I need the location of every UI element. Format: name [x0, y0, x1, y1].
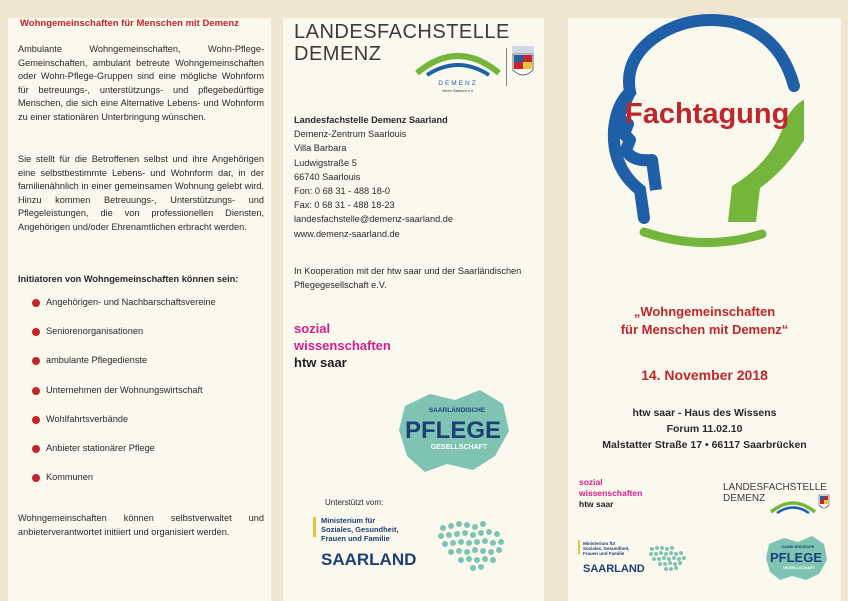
- saarland-coat-of-arms-icon: [512, 46, 534, 82]
- venue-line: Forum 11.02.10: [666, 423, 743, 435]
- middle-panel: [283, 18, 544, 601]
- event-title: Fachtagung: [625, 98, 790, 130]
- list-item-label: Unternehmen der Wohnungswirtschaft: [46, 384, 203, 395]
- intro-paragraph: Ambulante Wohngemeinschaften, Wohn-Pflege-Gemeinschaften, ambulant betreute Wohngemeinschaften oder Wohn-Pflege-Gruppen sind eine mögliche Wohnform für betreuungs-, unterstützungs- und pflegebedürftige Menschen, die sich eine Alternative Lebens- und Wohnform zu einer stationären Unterbringung wünschen.: [18, 44, 264, 122]
- htw-logo-line3: htw saar: [579, 499, 614, 509]
- pflegegesellschaft-logo-icon: [395, 386, 515, 476]
- htw-logo-line3: htw saar: [294, 355, 347, 370]
- initiators-list: [26, 297, 266, 501]
- saarland-wordmark: SAARLAND: [583, 563, 645, 575]
- bullet-icon: [32, 474, 40, 482]
- ministry-line-1: Ministerium für: [583, 541, 616, 546]
- ministry-line-2: Soziales, Gesundheit,: [321, 525, 399, 534]
- saarland-map-icon: [433, 516, 513, 576]
- demenz-logo-icon: [413, 45, 503, 95]
- venue-line: htw saar - Haus des Wissens: [632, 407, 777, 419]
- ministry-line-1: Ministerium für: [321, 516, 376, 525]
- right-panel: [568, 18, 841, 601]
- phone-number: Fon: 0 68 31 - 488 18-0: [294, 186, 391, 197]
- address-line: Villa Barbara: [294, 143, 347, 154]
- list-item: [26, 443, 266, 472]
- description-paragraph: Sie stellt für die Betroffenen selbst und ihre Angehörigen eine selbstbestimmte Lebens- und Wohnform dar, in der familienähnlich in einer gemeinsamen Wohnung gelebt wird. Hinzu kommen Betreuungs-, Unterstützungs- und Pflegeleistungen, die von professionellen Diensten, Angehörigen und/oder Ehrenamtlichen erbracht werden.: [18, 154, 264, 232]
- cooperation-text: In Kooperation mit der htw saar und der Saarländischen Pflegegesellschaft e.V.: [294, 266, 522, 291]
- venue-line: Malstatter Straße 17 • 66117 Saarbrücken: [602, 439, 807, 451]
- event-subtitle-line1: „Wohngemeinschaften: [633, 304, 776, 319]
- logo-line-2: DEMENZ: [294, 43, 382, 65]
- address-block: [294, 113, 453, 241]
- demenz-logo-small-icon: [768, 496, 818, 516]
- initiators-heading: Initiatoren von Wohngemeinschaften können sein:: [18, 274, 239, 284]
- bullet-icon: [32, 357, 40, 365]
- logo-divider: [506, 48, 507, 86]
- supported-by-label: Unterstützt vom:: [325, 498, 384, 507]
- bullet-icon: [32, 328, 40, 336]
- htw-logo-line1: sozial: [579, 477, 603, 487]
- logo-line-1: LANDESFACHSTELLE: [723, 482, 827, 493]
- list-item-label: Kommunen: [46, 472, 93, 483]
- logo-demenz-small: DEMENZ: [438, 80, 478, 87]
- pflegegesellschaft-logo-small-icon: [764, 534, 830, 582]
- head-hand-logo-icon: [584, 0, 804, 280]
- event-subtitle: [568, 303, 841, 339]
- ministry-logo-icon: [313, 513, 453, 573]
- address-line: 66740 Saarlouis: [294, 171, 361, 182]
- list-item-label: Seniorenorganisationen: [46, 326, 144, 337]
- left-panel: [8, 18, 271, 601]
- list-item: [26, 355, 266, 384]
- htw-logo-line1: sozial: [294, 321, 331, 336]
- pflege-bottom-text: GESELLSCHAFT: [782, 565, 816, 570]
- saarland-wordmark: SAARLAND: [321, 550, 417, 569]
- bullet-icon: [32, 299, 40, 307]
- event-date: 14. November 2018: [641, 367, 768, 383]
- saarland-coat-small-icon: [818, 493, 830, 513]
- saarland-map-small-icon: [646, 543, 691, 578]
- address-line: Ludwigstraße 5: [294, 157, 357, 168]
- list-item: [26, 472, 266, 501]
- website-link[interactable]: www.demenz-saarland.de: [294, 228, 400, 239]
- email-link[interactable]: landesfachstelle@demenz-saarland.de: [294, 214, 453, 225]
- list-item: [26, 385, 266, 414]
- list-item-label: Anbieter stationärer Pflege: [46, 442, 155, 453]
- fax-number: Fax: 0 68 31 - 488 18-23: [294, 200, 395, 211]
- ministry-line-3: Frauen und Familie: [321, 534, 390, 543]
- htw-logo-small: [579, 477, 642, 510]
- pflege-main-text: PFLEGE: [769, 550, 823, 565]
- pflege-main-text: PFLEGE: [404, 417, 502, 444]
- list-item-label: Angehörigen- und Nachbarschaftsvereine: [46, 297, 216, 307]
- logo-sub-text: Verein Saarland e.V.: [442, 89, 474, 93]
- pflege-top-text: SAARLÄNDISCHE: [781, 545, 815, 549]
- event-subtitle-line2: für Menschen mit Demenz“: [620, 322, 789, 337]
- address-line: Demenz-Zentrum Saarlouis: [294, 129, 407, 140]
- bullet-icon: [32, 416, 40, 424]
- list-item-label: ambulante Pflegedienste: [46, 355, 148, 366]
- htw-logo-line2: wissenschaften: [579, 488, 643, 498]
- event-venue: [568, 405, 841, 453]
- left-title: Wohngemeinschaften für Menschen mit Demenz: [20, 18, 239, 29]
- list-item: [26, 414, 266, 443]
- closing-paragraph: Wohngemeinschaften können selbstverwaltet und anbieterverantwortet initiiert und organisiert werden.: [18, 513, 264, 537]
- bullet-icon: [32, 445, 40, 453]
- list-item: [26, 326, 266, 355]
- logo-line-1: LANDESFACHSTELLE: [294, 21, 510, 43]
- htw-logo-line2: wissenschaften: [294, 338, 391, 353]
- bullet-icon: [32, 387, 40, 395]
- ministry-line-2: Soziales, Gesundheit,: [583, 546, 630, 551]
- pflege-bottom-text: GESELLSCHAFT: [430, 444, 488, 451]
- htw-logo: [294, 320, 391, 371]
- list-item: [26, 297, 266, 326]
- ministry-line-3: Frauen und Familie: [583, 551, 625, 556]
- pflege-top-text: SAARLÄNDISCHE: [428, 407, 486, 414]
- list-item-label: Wohlfahrtsverbände: [46, 413, 129, 424]
- logo-line-2: DEMENZ: [723, 493, 766, 504]
- address-org: Landesfachstelle Demenz Saarland: [294, 115, 448, 125]
